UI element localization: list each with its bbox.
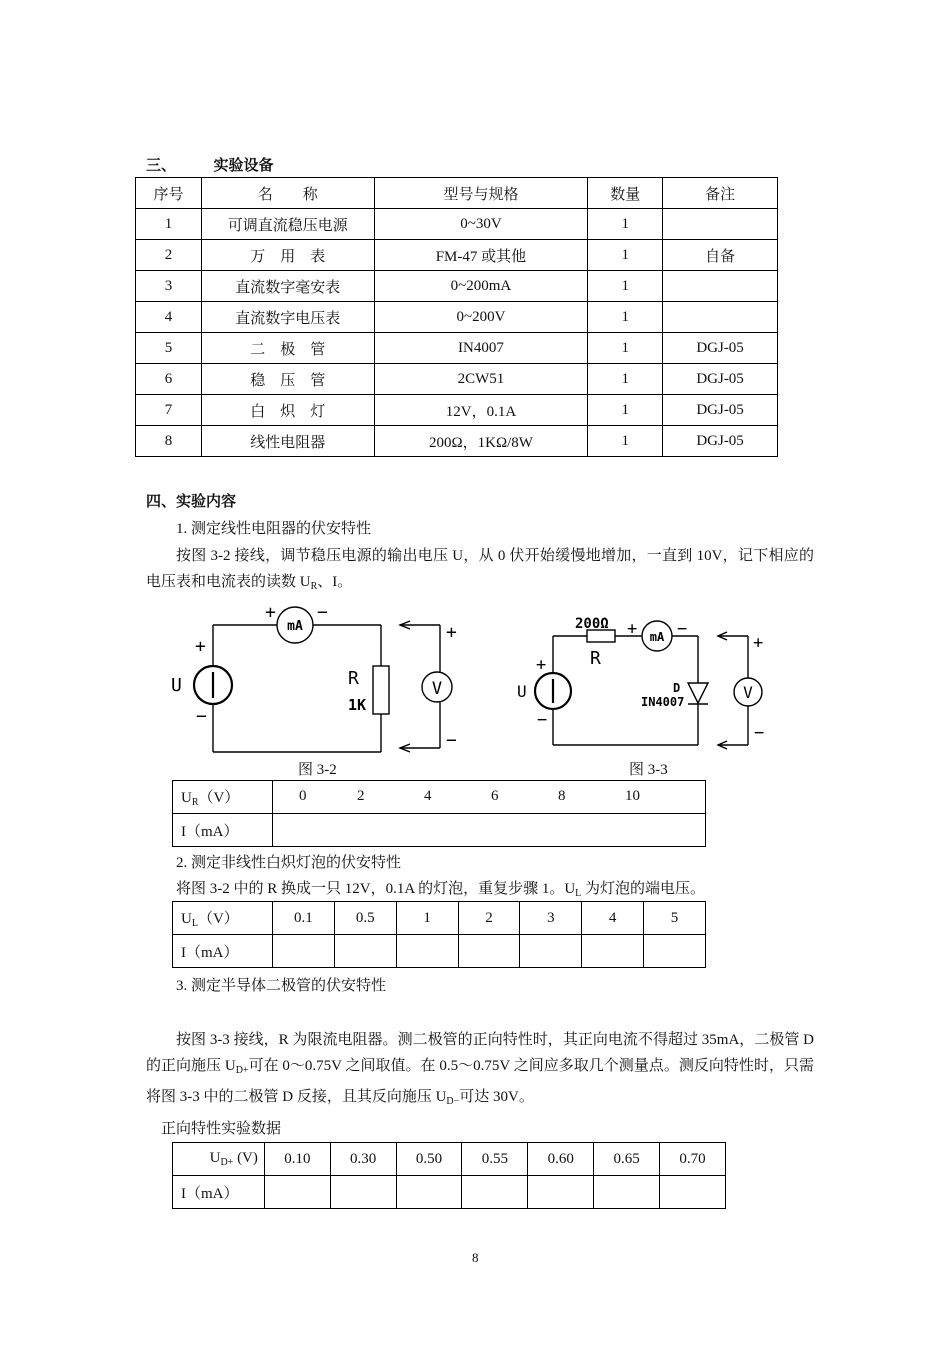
fig33-resistor-value: 200Ω (575, 616, 609, 632)
table-cell: 1 (588, 271, 663, 302)
fig32-source-minus: − (196, 706, 207, 727)
current-label-cell: I（mA） (173, 1176, 265, 1209)
section3-title: 实验设备 (213, 158, 274, 174)
table-row (173, 814, 706, 847)
ul-value: 2 (458, 902, 520, 935)
current-input-cell[interactable] (462, 1176, 528, 1209)
diode-forward-table (172, 1142, 726, 1209)
current-input-cell[interactable] (273, 814, 706, 847)
fig32-source-plus: + (195, 636, 206, 657)
ur-value: 10 (625, 788, 640, 804)
table-row (173, 1176, 726, 1209)
fig32-voltmeter-label: V (431, 679, 443, 699)
item2-paragraph: 将图 3-2 中的 R 换成一只 12V，0.1A 的灯泡，重复步骤 1。$U_L$ 为灯泡的端电压。 (176, 881, 706, 899)
table-cell: 1 (588, 209, 663, 240)
current-input-cell[interactable] (330, 1176, 396, 1209)
fig33-volt-plus: + (753, 633, 764, 653)
section4-heading: 四、实验内容 (146, 494, 237, 510)
figure-3-3-caption: 图 3-3 (629, 762, 668, 778)
ud-value: 0.65 (594, 1143, 660, 1176)
ul-label-cell: $U_L(V)$ (173, 902, 273, 935)
fig33-diode-model: IN4007 (641, 695, 685, 709)
table-row (136, 426, 778, 457)
table-cell: DGJ-05 (663, 426, 778, 457)
ur-value: 2 (357, 788, 365, 804)
table-cell: 1 (588, 395, 663, 426)
header-cell: 序号 (136, 178, 202, 209)
table-cell: 1 (588, 426, 663, 457)
table-cell: 4 (136, 302, 202, 333)
ur-value: 0 (299, 788, 307, 804)
header-cell: 名 称 (201, 178, 374, 209)
item3-paragraph: 按图 3-3 接线，R 为限流电阻器。测二极管的正向特性时，其正向电流不得超过 35mA，二极管 D 的正向施压 $U_{D+}$可在 0～0.75V 之间取值。在 0.5～0.75V 之间应多取几个测量点。测反向特性时，只需将图 3-3 中的二极管 D 反接，且其反向施压 $U_{D-}$可达 30V。 (146, 1032, 814, 1107)
table-row (136, 364, 778, 395)
current-input-cell[interactable] (520, 935, 582, 968)
table-cell: 12V，0.1A (374, 395, 588, 426)
table-cell: 1 (588, 302, 663, 333)
fig33-resistor-label: R (590, 648, 601, 669)
ud-label-cell: $U_{D+}$ (V) (173, 1143, 265, 1176)
table-cell: FM-47 或其他 (374, 240, 588, 271)
current-input-cell[interactable] (334, 935, 396, 968)
fig32-resistor-label: R (348, 668, 359, 689)
fig33-source-minus: − (537, 710, 548, 730)
fig32-resistor-value: 1K (348, 696, 367, 714)
ul-value: 0.1 (272, 902, 334, 935)
table-cell (663, 271, 778, 302)
table-row (136, 209, 778, 240)
section3-number: 三、 (146, 158, 177, 174)
table-cell: 1 (588, 364, 663, 395)
table-cell: 2CW51 (374, 364, 588, 395)
item3-title: 3. 测定半导体二极管的伏安特性 (176, 978, 387, 994)
table-cell: 可调直流稳压电源 (201, 209, 374, 240)
figure-3-2-circuit (160, 600, 480, 780)
fig33-volt-minus: − (754, 723, 765, 743)
table-cell: 0~200V (374, 302, 588, 333)
table-row (136, 271, 778, 302)
item1-title: 1. 测定线性电阻器的伏安特性 (176, 521, 372, 537)
table-cell: 6 (136, 364, 202, 395)
ur-value: 4 (424, 788, 432, 804)
table-cell: 自备 (663, 240, 778, 271)
fig33-diode-label: D (673, 681, 681, 695)
table-cell: IN4007 (374, 333, 588, 364)
figure-3-3-circuit (505, 608, 785, 758)
current-input-cell[interactable] (644, 935, 706, 968)
table-cell: 5 (136, 333, 202, 364)
current-input-cell[interactable] (396, 1176, 462, 1209)
table-cell: 稳 压 管 (201, 364, 374, 395)
fig32-meter-minus: − (317, 602, 328, 623)
ul-value: 3 (520, 902, 582, 935)
current-input-cell[interactable] (272, 935, 334, 968)
fig33-meter-plus: + (627, 619, 638, 639)
header-cell: 数量 (588, 178, 663, 209)
table-cell: 直流数字电压表 (201, 302, 374, 333)
fig32-source-label: U (171, 675, 182, 696)
table-cell: 线性电阻器 (201, 426, 374, 457)
ul-value: 5 (644, 902, 706, 935)
table-cell: 3 (136, 271, 202, 302)
table-row (173, 781, 706, 814)
fig32-volt-minus: − (446, 730, 457, 751)
ud-value: 0.55 (462, 1143, 528, 1176)
table-cell: DGJ-05 (663, 364, 778, 395)
fig32-volt-plus: + (446, 622, 457, 643)
ur-value: 8 (558, 788, 566, 804)
current-label-cell: I（mA） (173, 814, 273, 847)
current-input-cell[interactable] (528, 1176, 594, 1209)
current-input-cell[interactable] (594, 1176, 660, 1209)
fig32-meter-label: mA (287, 619, 303, 634)
table-row (136, 395, 778, 426)
table-cell: 0~200mA (374, 271, 588, 302)
table-cell: 200Ω，1KΩ/8W (374, 426, 588, 457)
table-row (136, 333, 778, 364)
current-input-cell[interactable] (660, 1176, 726, 1209)
header-cell: 型号与规格 (374, 178, 588, 209)
current-label-cell: I（mA） (173, 935, 273, 968)
table-row (173, 935, 706, 968)
table-cell: 万 用 表 (201, 240, 374, 271)
table-cell (663, 209, 778, 240)
table-cell: 1 (588, 240, 663, 271)
fig33-source-plus: + (536, 655, 547, 675)
table-cell: 2 (136, 240, 202, 271)
ud-value: 0.30 (330, 1143, 396, 1176)
table-cell: 1 (136, 209, 202, 240)
ud-value: 0.70 (660, 1143, 726, 1176)
fig32-meter-plus: + (265, 602, 276, 623)
fig33-source-label: U (517, 682, 527, 701)
current-input-cell[interactable] (458, 935, 520, 968)
ul-value: 4 (582, 902, 644, 935)
table-cell: DGJ-05 (663, 333, 778, 364)
current-input-cell[interactable] (396, 935, 458, 968)
fig33-voltmeter-label: V (743, 683, 753, 702)
table-row (173, 902, 706, 935)
equipment-table (135, 177, 778, 457)
fig33-meter-label: mA (649, 630, 665, 644)
ud-value: 0.60 (528, 1143, 594, 1176)
ur-label-cell: $U_R(V)$ (173, 781, 273, 814)
lamp-measurement-table (172, 901, 706, 968)
ud-value: 0.50 (396, 1143, 462, 1176)
figure-3-2-caption: 图 3-2 (298, 762, 337, 778)
table-header-row (136, 178, 778, 209)
item1-paragraph: 按图 3-2 接线，调节稳压电源的输出电压 U，从 0 伏开始缓慢地增加，一直到 10V，记下相应的电压表和电流表的读数 $U_R$、I。 (146, 548, 814, 592)
current-input-cell[interactable] (582, 935, 644, 968)
header-cell: 备注 (663, 178, 778, 209)
table-row (136, 240, 778, 271)
current-input-cell[interactable] (264, 1176, 330, 1209)
fig33-meter-minus: − (677, 619, 688, 639)
table-row (136, 302, 778, 333)
table-cell: 白 炽 灯 (201, 395, 374, 426)
section3-heading (146, 154, 274, 175)
table-cell: 直流数字毫安表 (201, 271, 374, 302)
ur-values-cell (273, 781, 706, 814)
item2-title: 2. 测定非线性白炽灯泡的伏安特性 (176, 855, 402, 871)
ur-value: 6 (491, 788, 499, 804)
table-cell (663, 302, 778, 333)
forward-data-title: 正向特性实验数据 (161, 1121, 282, 1137)
resistor-measurement-table (172, 780, 706, 847)
ul-value: 1 (396, 902, 458, 935)
table-cell: 0~30V (374, 209, 588, 240)
table-row (173, 1143, 726, 1176)
ud-value: 0.10 (264, 1143, 330, 1176)
table-cell: 8 (136, 426, 202, 457)
page-number: 8 (472, 1250, 479, 1265)
ul-value: 0.5 (334, 902, 396, 935)
table-cell: 7 (136, 395, 202, 426)
table-cell: DGJ-05 (663, 395, 778, 426)
table-cell: 1 (588, 333, 663, 364)
table-cell: 二 极 管 (201, 333, 374, 364)
